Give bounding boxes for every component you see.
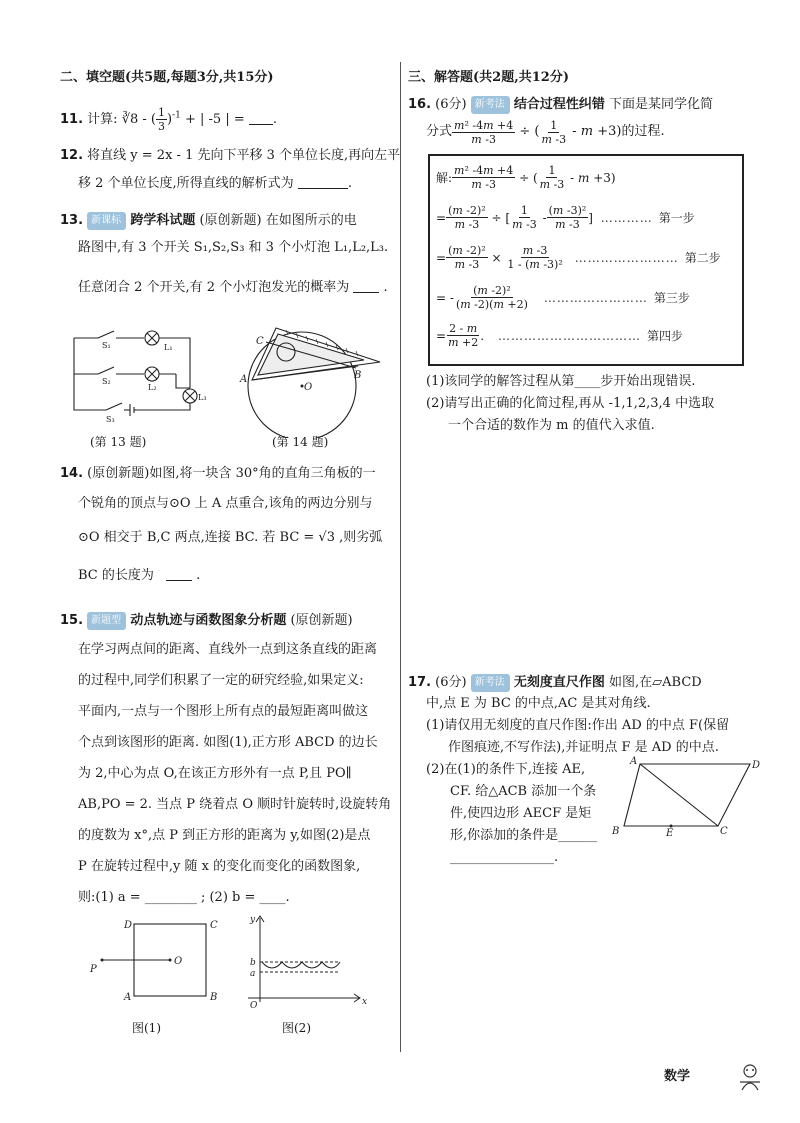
q16-line2-pre: 分式 xyxy=(426,124,453,139)
svg-text:O: O xyxy=(174,956,183,967)
q11-text: 计算: xyxy=(87,112,118,127)
expr-fraction: $\frac{1}{m -3}$ xyxy=(541,118,567,146)
figure-13-caption: (第 13 题) xyxy=(90,435,147,449)
q13-title: 跨学科试题 xyxy=(130,213,196,228)
svg-text:A: A xyxy=(630,756,638,767)
q17-title: 无刻度直尺作图 xyxy=(513,675,605,690)
section-header-solve: 三、解答题(共2题,共12分) xyxy=(408,70,569,85)
circuit-diagram xyxy=(64,318,214,428)
q16-sub2a: (2)请写出正确的化简过程,再从 -1,1,2,3,4 中选取 xyxy=(426,396,715,411)
q13-line1: 在如图所示的电 xyxy=(265,213,357,228)
q15-line: 个点到该图形的距离. 如图(1),正方形 ABCD 的边长 xyxy=(78,735,378,750)
q16-line2-row: 分式 $\frac{\text{m² -4m +4}}{m -3}$ ÷ ( $\frac{1}{m -3}$ - m +3) 的过程. xyxy=(426,118,665,146)
q16-title: 结合过程性纠错 xyxy=(513,97,605,112)
question-15 xyxy=(60,612,353,630)
svg-text:L₂: L₂ xyxy=(148,383,157,392)
square-figure xyxy=(86,916,226,1016)
step-label: 第一步 xyxy=(658,211,695,225)
svg-text:O: O xyxy=(304,382,313,393)
q16-sub1[interactable]: (1)该同学的解答过程从第____步开始出现错误. xyxy=(426,374,696,389)
solution-line-0: 解: $\frac{\text{m² -4m +4}}{m -3}$ ÷ ( $\frac{1}{m -3}$ - m +3) xyxy=(436,164,616,191)
q12-line2: 移 2 个单位长度,所得直线的解析式为 xyxy=(78,176,294,191)
figure-1-caption: 图(1) xyxy=(132,1021,161,1035)
question-14 xyxy=(60,466,376,482)
function-graph xyxy=(240,912,370,1012)
answer-blank[interactable] xyxy=(166,569,192,581)
svg-text:a: a xyxy=(250,969,256,979)
svg-text:C: C xyxy=(256,336,264,347)
q14-line4: BC 的长度为 xyxy=(78,568,154,583)
expr-fraction: $\frac{\text{m² -4m +4}}{m -3}$ xyxy=(454,118,514,146)
q14-line4-row: BC 的长度为 . xyxy=(78,568,201,583)
parallelogram-figure xyxy=(610,756,760,836)
q15-line: AB,PO = 2. 当点 P 绕着点 O 顺时针旋转时,设旋转角 xyxy=(78,797,392,812)
q13-note: (原创新题) xyxy=(199,213,262,228)
q15-title: 动点轨迹与函数图象分析题 xyxy=(130,613,287,628)
q15-line: P 在旋转过程中,y 随 x 的变化而变化的函数图象, xyxy=(78,859,361,874)
step-label: 第三步 xyxy=(653,291,690,305)
q12-line2-row: 移 2 个单位长度,所得直线的解析式为 . xyxy=(78,176,352,191)
svg-text:A: A xyxy=(124,992,132,1003)
q14-line2: 个锐角的顶点与⊙O 上 A 点重合,该角的两边分别与 xyxy=(78,496,373,511)
answer-blank[interactable] xyxy=(249,113,273,125)
question-number: 16. xyxy=(408,97,432,112)
tag-badge: 新考法 xyxy=(471,674,510,692)
cube-root-8: ∛8 - ( xyxy=(121,112,156,127)
svg-text:D: D xyxy=(752,760,760,771)
q16-line2-post: 的过程. xyxy=(621,124,665,139)
question-number: 11. xyxy=(60,112,84,127)
svg-text:L₃: L₃ xyxy=(198,393,207,402)
svg-text:C: C xyxy=(210,920,218,931)
q17-line2: 中,点 E 为 BC 的中点,AC 是其对角线. xyxy=(426,696,651,711)
column-divider xyxy=(400,62,401,1052)
svg-text:O: O xyxy=(250,1001,258,1011)
circle-triangle-figure xyxy=(236,318,396,438)
svg-text:P: P xyxy=(90,964,97,975)
q15-answer-line[interactable]: 则:(1) a = ________ ; (2) b = ____. xyxy=(78,890,290,905)
q15-line: 的度数为 x°,点 P 到正方形的距离为 y,如图(2)是点 xyxy=(78,828,371,843)
step-label: 第二步 xyxy=(684,251,721,265)
q13-line3: 任意闭合 2 个开关,有 2 个小灯泡发光的概率为 xyxy=(78,280,350,295)
tag-badge: 新题型 xyxy=(87,612,126,630)
question-17 xyxy=(408,674,702,692)
question-number: 15. xyxy=(60,613,84,628)
question-number: 13. xyxy=(60,213,84,228)
score: (6分) xyxy=(435,675,467,690)
q17-sub2-line: (2)在(1)的条件下,连接 AE, xyxy=(426,762,586,777)
answer-blank[interactable] xyxy=(298,177,348,189)
solution-step-1: = $\frac{\text{(m -2)²}}{m -3}$ ÷ [ $\frac{1}{m -3}$ - $\frac{\text{(m -3)²}}{m -3}$ ] ………… 第一步 xyxy=(436,204,695,231)
answer-blank[interactable] xyxy=(353,281,379,293)
q14-line1: (原创新题)如图,将一块含 30°角的直角三角板的一 xyxy=(87,466,376,481)
q11-rest: + | -5 | = xyxy=(185,112,245,127)
svg-text:E: E xyxy=(666,828,674,836)
q17-sub1a: (1)请仅用无刻度的直尺作图:作出 AD 的中点 F(保留 xyxy=(426,718,730,733)
section-header-fill-in: 二、填空题(共5题,每题3分,共15分) xyxy=(60,70,274,85)
q15-note: (原创新题) xyxy=(290,613,353,628)
svg-text:A: A xyxy=(240,374,248,385)
svg-text:D: D xyxy=(124,920,133,931)
question-16 xyxy=(408,96,713,114)
step-label: 第四步 xyxy=(647,329,684,343)
svg-text:S₂: S₂ xyxy=(102,377,111,386)
figure-14-caption: (第 14 题) xyxy=(272,435,329,449)
score: (6分) xyxy=(435,97,467,112)
q15-line: 平面内,一点与一个图形上所有点的最短距离叫做这 xyxy=(78,704,369,719)
svg-text:y: y xyxy=(250,915,256,925)
question-number: 12. xyxy=(60,148,84,163)
mascot-logo-icon xyxy=(736,1062,764,1092)
figure-2-caption: 图(2) xyxy=(282,1021,311,1035)
solution-step-2: = $\frac{\text{(m -2)²}}{m -3}$ × $\frac{m -3}{\text{1 - (m -3)²}}$ …………………… 第二步 xyxy=(436,244,721,271)
svg-text:b: b xyxy=(250,958,256,968)
tag-badge: 新考法 xyxy=(471,96,510,114)
question-12 xyxy=(60,148,400,164)
svg-text:S₃: S₃ xyxy=(106,415,115,424)
fraction-one-third: $\frac{1}{3}$ xyxy=(158,106,165,133)
solve-label: 解: xyxy=(436,171,453,185)
q15-line: 为 2,中心为点 O,在该正方形外有一点 P,且 PO∥ xyxy=(78,766,352,781)
q13-line2: 路图中,有 3 个开关 S₁,S₂,S₃ 和 3 个小灯泡 L₁,L₂,L₃. xyxy=(78,240,389,255)
q13-line3-row: 任意闭合 2 个开关,有 2 个小灯泡发光的概率为 . xyxy=(78,280,388,295)
footer-subject: 数学 xyxy=(664,1069,691,1084)
svg-text:B: B xyxy=(354,370,362,381)
svg-text:B: B xyxy=(210,992,218,1003)
solution-step-4: = $\frac{2 - m}{m +2}$ . …………………………… 第四步 xyxy=(436,322,684,349)
svg-text:S₁: S₁ xyxy=(102,341,111,350)
q16-sub2b: 一个合适的数作为 m 的值代入求值. xyxy=(448,418,655,433)
q12-line1: 将直线 y = 2x - 1 先向下平移 3 个单位长度,再向左平 xyxy=(87,148,401,163)
q17-line1: 如图,在▱ABCD xyxy=(609,675,702,690)
q17-sub2-line: 件,使四边形 AECF 是矩 xyxy=(450,806,592,821)
q14-line3: ⊙O 相交于 B,C 两点,连接 BC. 若 BC = √3 ,则劣弧 xyxy=(78,530,383,545)
q17-sub1b: 作图痕迹,不写作法),并证明点 F 是 AD 的中点. xyxy=(448,740,719,755)
q17-sub2-line[interactable]: 形,你添加的条件是______ xyxy=(450,828,598,843)
q17-sub2-end[interactable]: ________________. xyxy=(450,850,559,865)
q16-line1: 下面是某同学化简 xyxy=(609,97,714,112)
svg-text:x: x xyxy=(362,997,368,1007)
q15-line: 在学习两点间的距离、直线外一点到这条直线的距离 xyxy=(78,642,378,657)
question-11: 11. 计算: ∛8 - ( $\frac{1}{3}$ )$^{-1}$ + | -5 | = . xyxy=(60,106,278,133)
svg-text:L₁: L₁ xyxy=(164,343,173,352)
question-number: 17. xyxy=(408,675,432,690)
q17-sub2-line: CF. 给△ACB 添加一个条 xyxy=(450,784,597,799)
question-13 xyxy=(60,212,357,230)
solution-step-3: = - $\frac{\text{(m -2)²}}{(m -2)(m +2)}$ …………………… 第三步 xyxy=(436,284,690,311)
question-number: 14. xyxy=(60,466,84,481)
q15-line: 的过程中,同学们积累了一定的研究经验,如果定义: xyxy=(78,673,364,688)
tag-badge: 新课标 xyxy=(87,212,126,230)
svg-text:C: C xyxy=(720,826,728,836)
svg-text:B: B xyxy=(612,826,620,836)
